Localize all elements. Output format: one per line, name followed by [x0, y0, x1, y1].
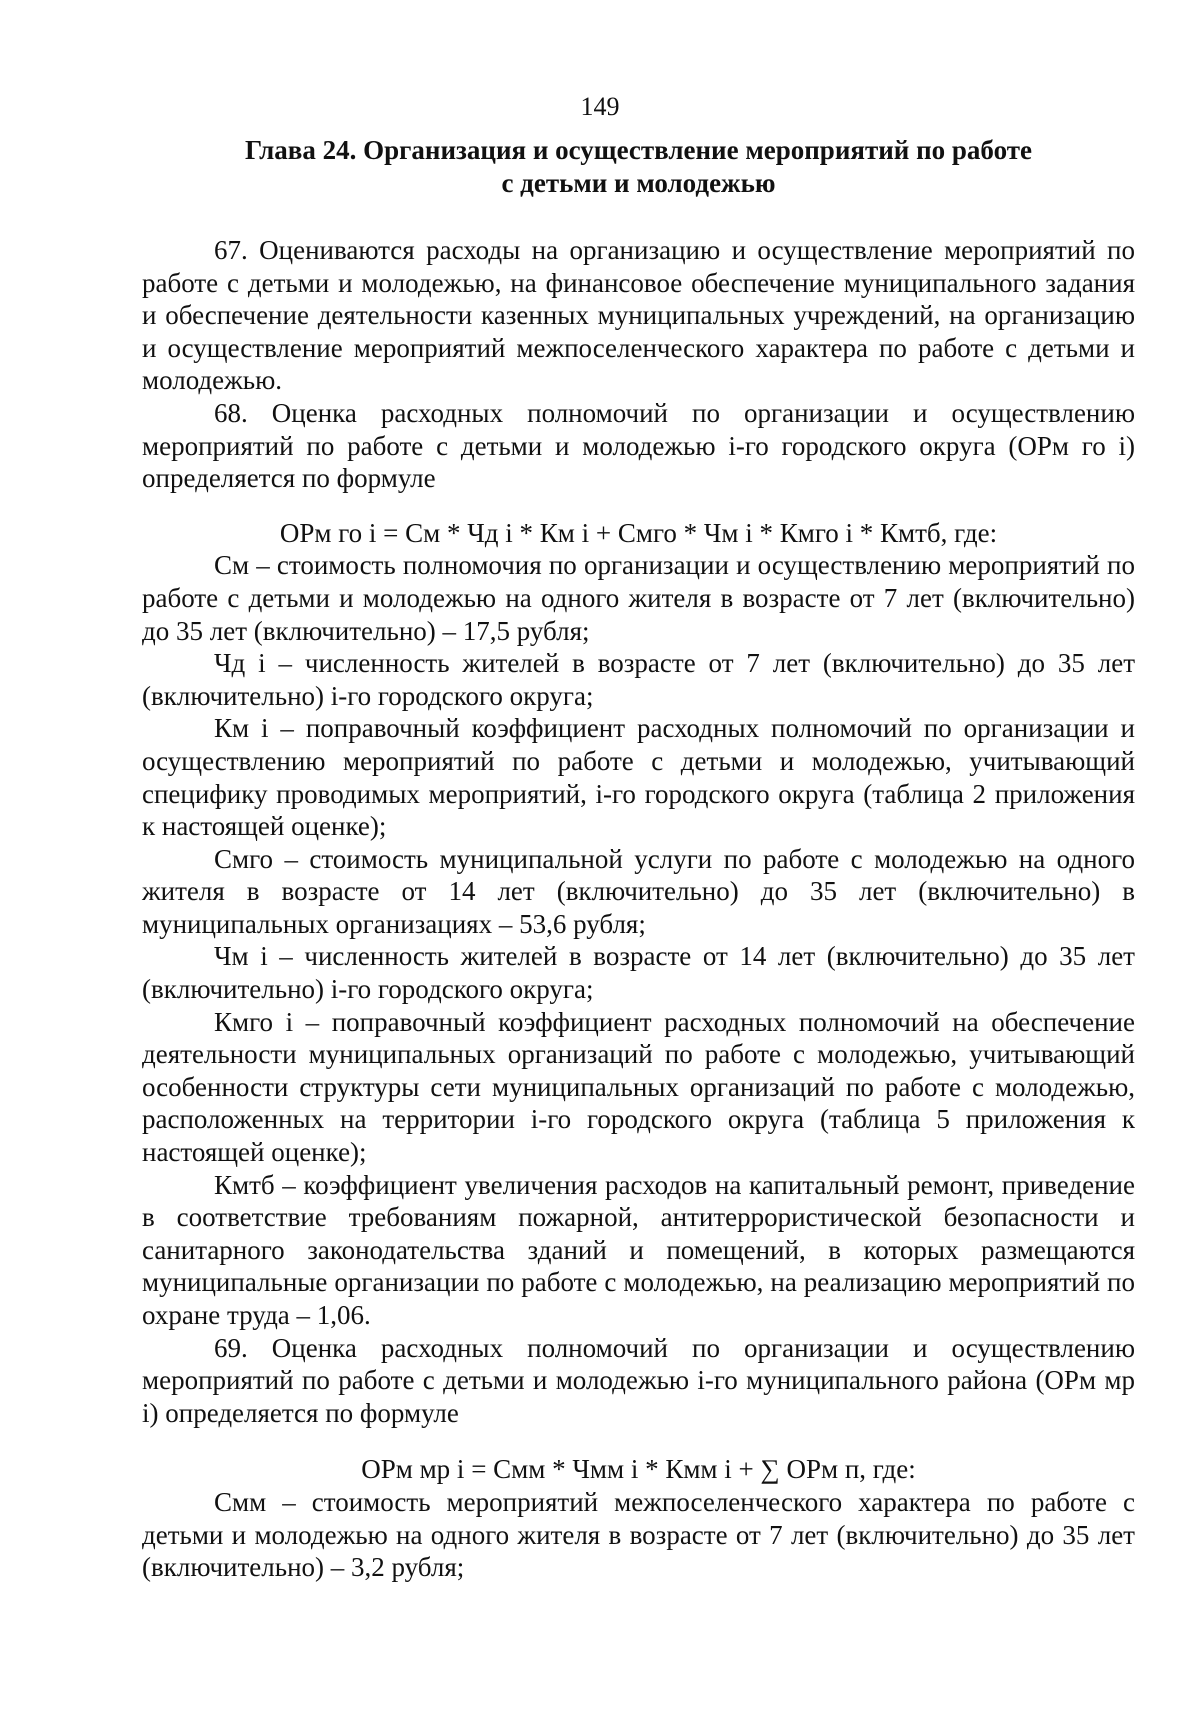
paragraph-69: 69. Оценка расходных полномочий по организации и осуществлению мероприятий по работе с детьми и молодежью i-го муниципального района (ОРм мр i) определяется по формуле — [142, 1332, 1135, 1428]
chapter-heading-line-1: Глава 24. Организация и осуществление мероприятий по работе — [245, 135, 1032, 165]
definition-smgo: Смго – стоимость муниципальной услуги по работе с молодежью на одного жителя в возрасте от 14 лет (включительно) до 35 лет (включительно) в муниципальных организациях – 53,6 рубля; — [142, 843, 1135, 939]
page-number: 149 — [580, 92, 620, 121]
definition-chd: Чд i – численность жителей в возрасте от 7 лет (включительно) до 35 лет (включительно) i-го городского округа; — [142, 648, 1135, 711]
paragraph-67: 67. Оцениваются расходы на организацию и осуществление мероприятий по работе с детьми и молодежью, на финансовое обеспечение муниципального задания и обеспечение деятельности казенных муниципальных учреждений, на организацию и осуществление мероприятий межпоселенческого характера по работе с детьми и молодежью. — [142, 235, 1135, 396]
formula-orm-go: ОРм го i = См * Чд i * Км i + Смго * Чм i * Кмго i * Кмтб, где: — [279, 517, 998, 548]
formula-orm-mr: ОРм мр i = Смм * Чмм i * Кмм i + ∑ ОРм п, где: — [361, 1454, 916, 1485]
definition-kmtb: Кмтб – коэффициент увеличения расходов на капитальный ремонт, приведение в соответствие требованиям пожарной, антитеррористической безопасности и санитарного законодательства зданий и помещений, в которых размещаются муниципальные организации по работе с молодежью, на реализацию мероприятий по охране труда – 1,06. — [142, 1169, 1135, 1330]
chapter-heading-line-2: с детьми и молодежью — [501, 168, 776, 198]
paragraph-68: 68. Оценка расходных полномочий по организации и осуществлению мероприятий по работе с детьми и молодежью i-го городского округа (ОРм го i) определяется по формуле — [142, 397, 1135, 494]
definition-chm: Чм i – численность жителей в возрасте от 14 лет (включительно) до 35 лет (включительно) i-го городского округа; — [142, 941, 1135, 1005]
document-body — [142, 234, 1135, 1584]
chapter-heading — [142, 134, 1135, 200]
definition-kmgo: Кмго i – поправочный коэффициент расходных полномочий на обеспечение деятельности муниципальных организаций по работе с молодежью, учитывающий особенности структуры сети муниципальных организаций по работе с молодежью, расположенных на территории i-го городского округа (таблица 5 приложения к настоящей оценке); — [142, 1006, 1135, 1168]
definition-sm: См – стоимость полномочия по организации и осуществлению мероприятий по работе с детьми и молодежью на одного жителя в возрасте от 7 лет (включительно) до 35 лет (включительно) – 17,5 рубля; — [142, 550, 1135, 646]
definition-km: Км i – поправочный коэффициент расходных полномочий по организации и осуществлению мероприятий по работе с детьми и молодежью, учитывающий специфику проводимых мероприятий, i-го городского округа (таблица 2 приложения к настоящей оценке); — [142, 713, 1135, 842]
definition-smm: Смм – стоимость мероприятий межпоселенческого характера по работе с детьми и молодежью на одного жителя в возрасте от 7 лет (включительно) до 35 лет (включительно) – 3,2 рубля; — [142, 1486, 1135, 1583]
